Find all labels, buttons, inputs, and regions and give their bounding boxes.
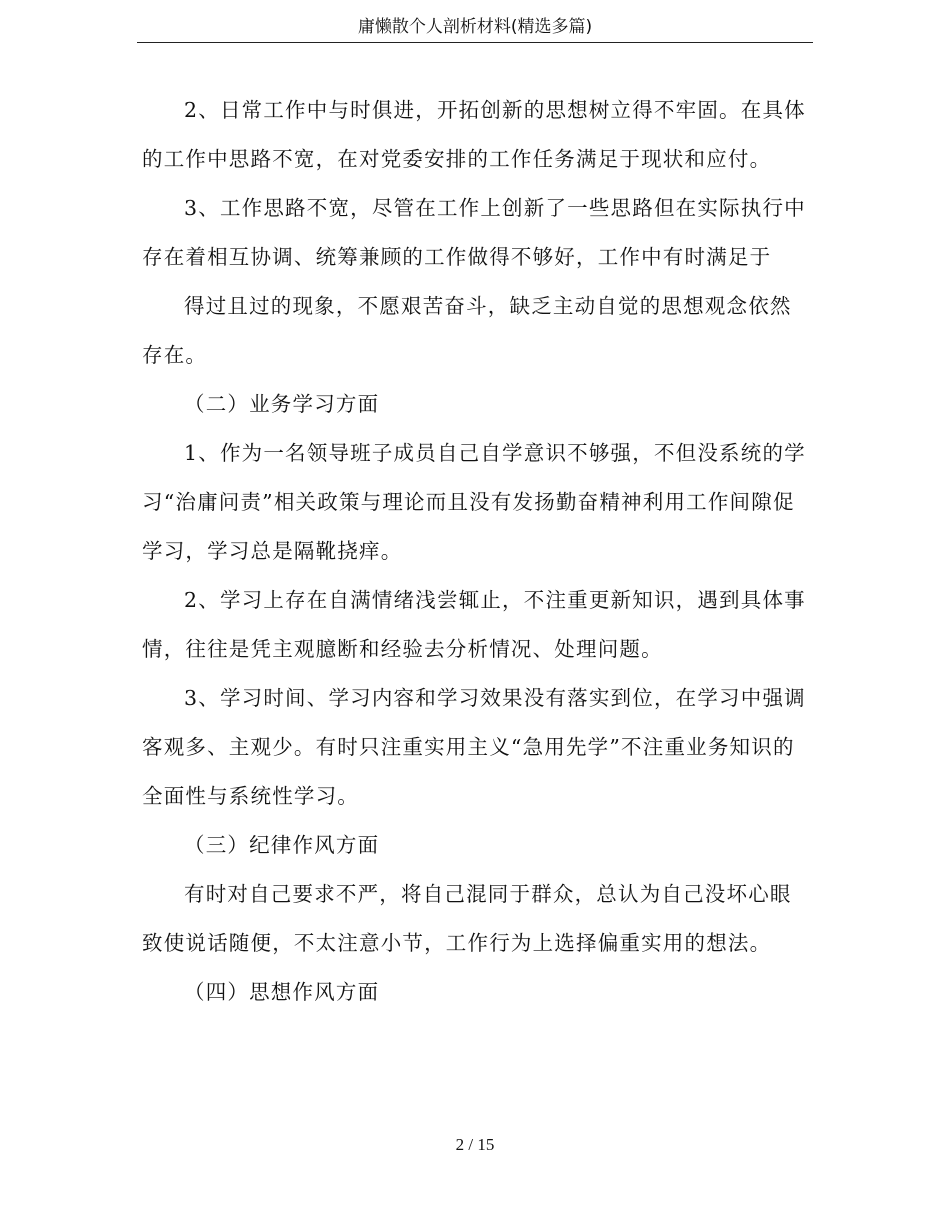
section-heading: （四）思想作风方面 [184, 980, 380, 1004]
page-number: 2 / 15 [455, 1135, 495, 1154]
paragraph: 1、作为一名领导班子成员自己自学意识不够强，不但没系统的学习“治庸问责”相关政策与理论而且没有发扬勤奋精神利用工作间隙促学习，学习总是隔靴挠痒。 [142, 441, 806, 563]
document-title: 庸懒散个人剖析材料(精选多篇) [357, 17, 593, 37]
paragraph: 3、学习时间、学习内容和学习效果没有落实到位，在学习中强调客观多、主观少。有时只注重实用主义“急用先学”不注重业务知识的全面性与系统性学习。 [142, 686, 806, 808]
page-footer [0, 1135, 950, 1155]
paragraph: 2、日常工作中与时俱进，开拓创新的思想树立得不牢固。在具体的工作中思路不宽，在对党委安排的工作任务满足于现状和应付。 [142, 98, 806, 171]
page-header [137, 14, 813, 43]
paragraph: 2、学习上存在自满情绪浅尝辄止，不注重更新知识，遇到具体事情，往往是凭主观臆断和经验去分析情况、处理问题。 [142, 588, 806, 661]
document-body [142, 86, 810, 1017]
paragraph: 有时对自己要求不严，将自己混同于群众，总认为自己没坏心眼致使说话随便，不太注意小节，工作行为上选择偏重实用的想法。 [142, 882, 792, 955]
section-heading: （三）纪律作风方面 [184, 833, 380, 857]
paragraph: 3、工作思路不宽，尽管在工作上创新了一些思路但在实际执行中存在着相互协调、统筹兼顾的工作做得不够好，工作中有时满足于 [142, 196, 806, 269]
paragraph: 得过且过的现象，不愿艰苦奋斗，缺乏主动自觉的思想观念依然存在。 [142, 294, 792, 367]
section-heading: （二）业务学习方面 [184, 392, 380, 416]
